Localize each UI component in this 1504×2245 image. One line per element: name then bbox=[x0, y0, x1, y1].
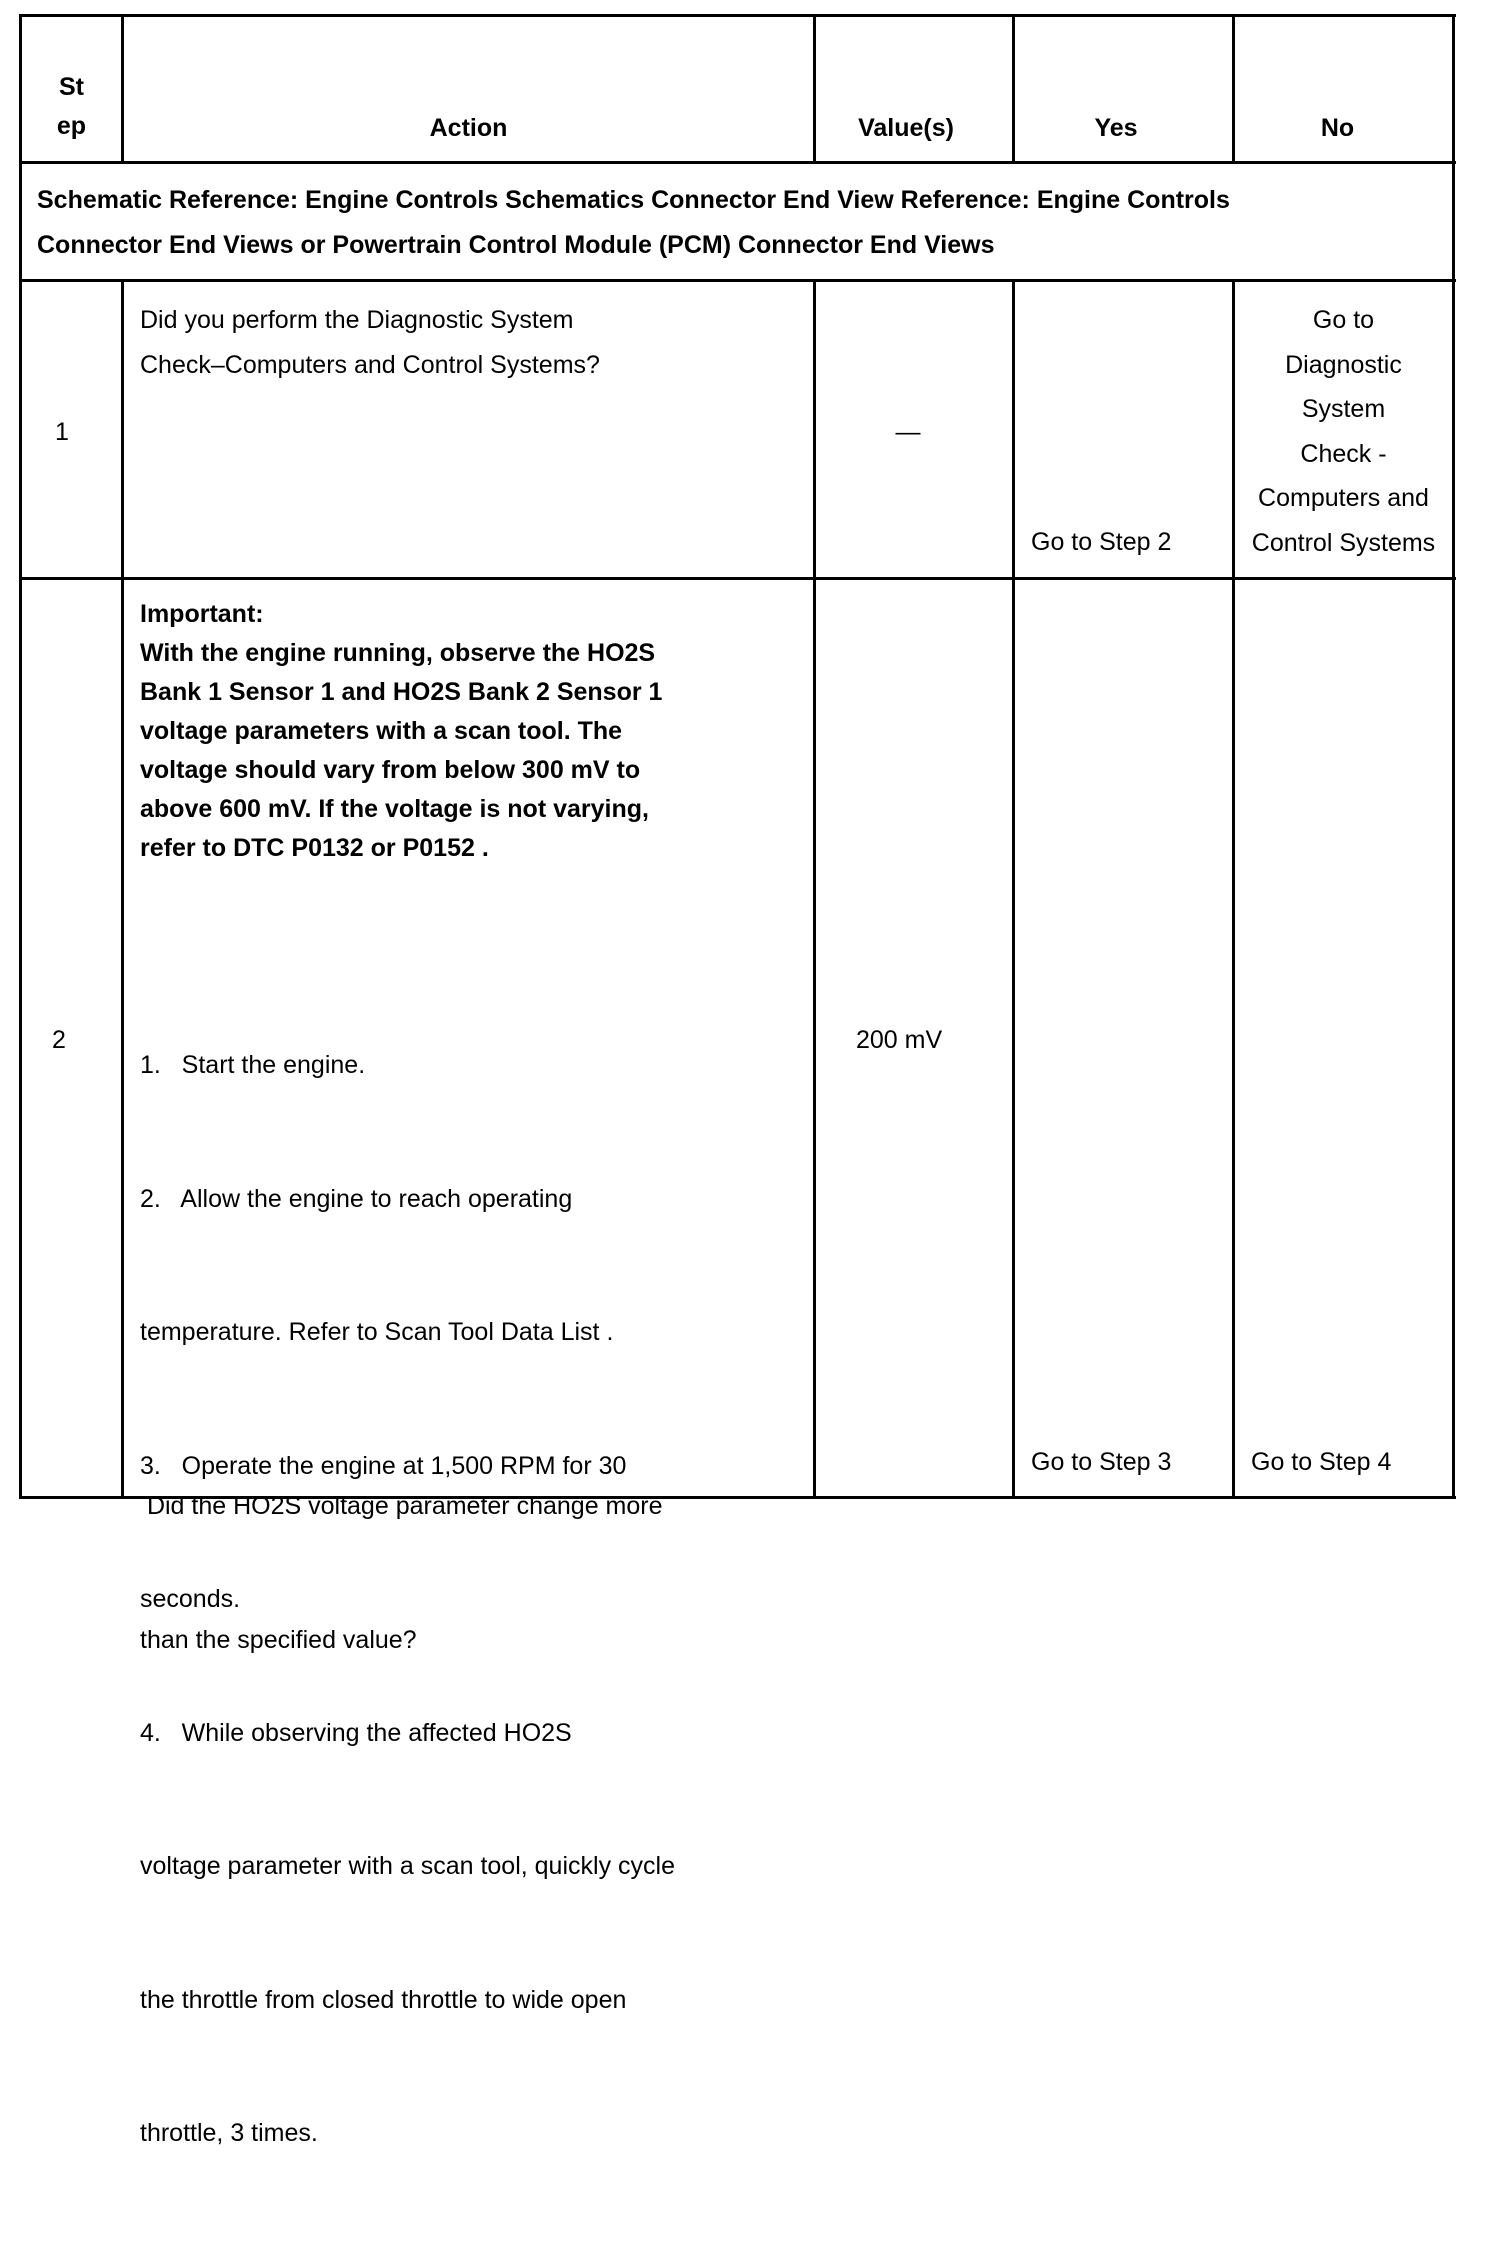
important-line: With the engine running, observe the HO2S bbox=[140, 639, 656, 667]
row1-divider bbox=[19, 577, 1456, 580]
no-line: Check - bbox=[1300, 439, 1387, 468]
header-values: Value(s) bbox=[858, 114, 954, 142]
table-border-left bbox=[19, 14, 22, 1499]
procedure-line: 3. Operate the engine at 1,500 RPM for 30 bbox=[140, 1451, 627, 1480]
procedure-line: 4. While observing the affected HO2S bbox=[140, 1718, 572, 1747]
reference-line-2: Connector End Views or Powertrain Control Module (PCM) Connector End Views bbox=[37, 231, 995, 259]
procedure-line: 1. Start the engine. bbox=[140, 1051, 366, 1079]
action-line: Check–Computers and Control Systems? bbox=[140, 350, 600, 379]
question-line: Did the HO2S voltage parameter change more bbox=[140, 1492, 663, 1520]
row1-yes: Go to Step 2 bbox=[1031, 528, 1172, 556]
col-divider bbox=[1012, 279, 1015, 1499]
procedure-line: temperature. Refer to Scan Tool Data List . bbox=[140, 1318, 614, 1346]
procedure-line: 2. Allow the engine to reach operating bbox=[140, 1184, 573, 1213]
reference-divider bbox=[19, 279, 1456, 282]
procedure-line: seconds. bbox=[140, 1585, 241, 1613]
header-divider bbox=[19, 161, 1456, 164]
important-line: refer to DTC P0132 or P0152 . bbox=[140, 834, 489, 862]
no-line: Control Systems bbox=[1251, 528, 1436, 557]
action-line: Did you perform the Diagnostic System bbox=[140, 306, 574, 334]
header-no: No bbox=[1320, 114, 1355, 142]
important-line: Bank 1 Sensor 1 and HO2S Bank 2 Sensor 1 bbox=[140, 678, 663, 706]
procedure-line: voltage parameter with a scan tool, quickly cycle bbox=[140, 1852, 675, 1880]
header-action: Action bbox=[429, 114, 508, 142]
reference-line-1: Schematic Reference: Engine Controls Schematics Connector End View Reference: Engine Controls bbox=[37, 186, 1230, 214]
col-divider bbox=[121, 279, 124, 1499]
important-line: above 600 mV. If the voltage is not varying, bbox=[140, 795, 649, 823]
question bbox=[140, 1395, 663, 1751]
header-step bbox=[22, 68, 121, 146]
no-line: System bbox=[1301, 395, 1386, 423]
row2-no: Go to Step 4 bbox=[1251, 1448, 1392, 1476]
header-step-line2: ep bbox=[56, 112, 87, 140]
no-line: Diagnostic bbox=[1285, 350, 1402, 379]
row2-yes: Go to Step 3 bbox=[1031, 1448, 1172, 1476]
header-yes: Yes bbox=[1094, 114, 1138, 142]
table-border-top bbox=[19, 14, 1456, 17]
procedure-line: throttle, 3 times. bbox=[140, 2119, 318, 2147]
important-line: voltage parameters with a scan tool. The bbox=[140, 717, 623, 745]
important-note bbox=[140, 595, 662, 868]
row1-no bbox=[1235, 298, 1452, 565]
col-divider bbox=[813, 279, 816, 1499]
no-line: Computers and bbox=[1258, 484, 1429, 512]
important-line: voltage should vary from below 300 mV to bbox=[140, 756, 641, 784]
header-step-line1: St bbox=[59, 73, 84, 101]
row1-value: — bbox=[895, 418, 921, 446]
table-border-right bbox=[1452, 14, 1455, 1499]
question-line: than the specified value? bbox=[140, 1625, 417, 1654]
step-number: 2 bbox=[52, 1026, 66, 1054]
step-number: 1 bbox=[55, 418, 69, 446]
procedure-line: the throttle from closed throttle to wide open bbox=[140, 1985, 627, 2014]
important-line: Important: bbox=[140, 600, 264, 628]
row1-action bbox=[140, 298, 600, 387]
row2-value: 200 mV bbox=[856, 1026, 943, 1054]
no-line: Go to bbox=[1312, 306, 1375, 334]
